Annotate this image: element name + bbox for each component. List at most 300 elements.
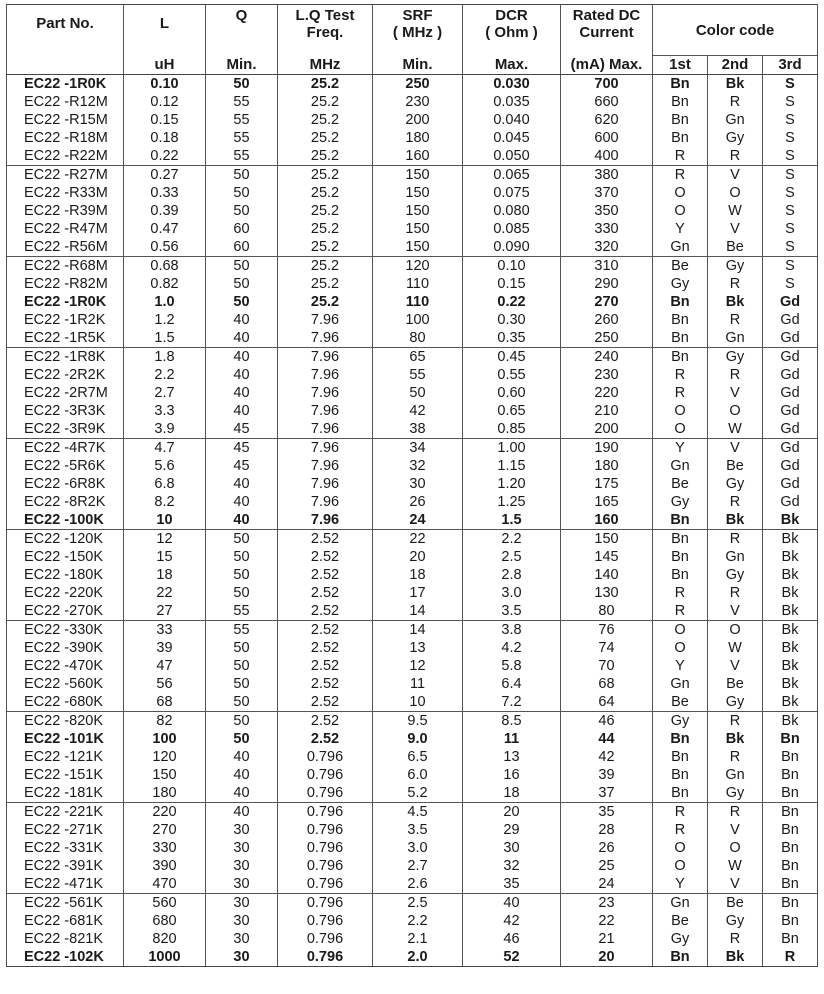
cell-srf-min: 22 (373, 529, 463, 548)
cell-color-3rd: Bn (763, 802, 818, 821)
cell-dcr-max: 40 (463, 893, 561, 912)
cell-rated-current: 70 (561, 657, 653, 675)
table-row (7, 420, 818, 439)
table-row (7, 529, 818, 548)
cell-dcr-max: 16 (463, 766, 561, 784)
cell-color-3rd: Bk (763, 657, 818, 675)
cell-q-min: 30 (206, 893, 278, 912)
table-row (7, 802, 818, 821)
cell-lq-test-freq: 2.52 (278, 548, 373, 566)
cell-color-3rd: Gd (763, 311, 818, 329)
cell-part-no: EC22 -100K (7, 511, 124, 530)
cell-color-3rd: S (763, 220, 818, 238)
header-q (206, 5, 278, 56)
cell-color-3rd: Gd (763, 384, 818, 402)
cell-color-1st: Gy (653, 493, 708, 511)
cell-part-no: EC22 -470K (7, 657, 124, 675)
cell-q-min: 40 (206, 784, 278, 803)
cell-color-2nd: O (708, 620, 763, 639)
header-srf-line2: ( MHz ) (392, 24, 443, 41)
cell-color-1st: Gy (653, 711, 708, 730)
cell-part-no: EC22 -391K (7, 857, 124, 875)
cell-rated-current: 220 (561, 384, 653, 402)
cell-inductance: 0.82 (124, 275, 206, 293)
cell-srf-min: 100 (373, 311, 463, 329)
cell-color-3rd: Bk (763, 639, 818, 657)
cell-q-min: 55 (206, 93, 278, 111)
cell-rated-current: 210 (561, 402, 653, 420)
cell-lq-test-freq: 25.2 (278, 202, 373, 220)
cell-inductance: 0.56 (124, 238, 206, 257)
cell-color-2nd: R (708, 366, 763, 384)
cell-part-no: EC22 -R22M (7, 147, 124, 166)
cell-color-1st: O (653, 839, 708, 857)
cell-lq-test-freq: 2.52 (278, 693, 373, 712)
table-row (7, 238, 818, 257)
table-row (7, 748, 818, 766)
cell-dcr-max: 2.2 (463, 529, 561, 548)
cell-part-no: EC22 -220K (7, 584, 124, 602)
cell-q-min: 40 (206, 802, 278, 821)
cell-lq-test-freq: 25.2 (278, 165, 373, 184)
cell-q-min: 50 (206, 256, 278, 275)
cell-rated-current: 160 (561, 511, 653, 530)
cell-color-2nd: V (708, 438, 763, 457)
cell-color-3rd: Bk (763, 548, 818, 566)
header-lq-line1: L.Q Test (295, 7, 355, 24)
cell-srf-min: 13 (373, 639, 463, 657)
table-row (7, 584, 818, 602)
table-row (7, 366, 818, 384)
cell-dcr-max: 0.035 (463, 93, 561, 111)
cell-dcr-max: 3.5 (463, 602, 561, 621)
cell-part-no: EC22 -6R8K (7, 475, 124, 493)
cell-q-min: 30 (206, 857, 278, 875)
cell-part-no: EC22 -560K (7, 675, 124, 693)
cell-lq-test-freq: 25.2 (278, 111, 373, 129)
header-l-label: L (159, 15, 170, 32)
cell-color-3rd: Bk (763, 711, 818, 730)
cell-q-min: 55 (206, 111, 278, 129)
cell-dcr-max: 0.65 (463, 402, 561, 420)
cell-inductance: 68 (124, 693, 206, 712)
cell-color-3rd: Bk (763, 602, 818, 621)
cell-inductance: 1.5 (124, 329, 206, 348)
cell-rated-current: 350 (561, 202, 653, 220)
cell-color-1st: R (653, 366, 708, 384)
cell-color-2nd: Gn (708, 329, 763, 348)
cell-color-2nd: Bk (708, 948, 763, 967)
cell-part-no: EC22 -150K (7, 548, 124, 566)
cell-srf-min: 9.5 (373, 711, 463, 730)
cell-srf-min: 12 (373, 657, 463, 675)
cell-srf-min: 110 (373, 275, 463, 293)
cell-rated-current: 370 (561, 184, 653, 202)
cell-rated-current: 145 (561, 548, 653, 566)
cell-dcr-max: 46 (463, 930, 561, 948)
cell-rated-current: 700 (561, 74, 653, 93)
cell-part-no: EC22 -820K (7, 711, 124, 730)
cell-q-min: 55 (206, 602, 278, 621)
cell-color-3rd: Bk (763, 566, 818, 584)
cell-rated-current: 46 (561, 711, 653, 730)
header-rated-line1: Rated DC (572, 7, 641, 24)
cell-dcr-max: 0.30 (463, 311, 561, 329)
cell-rated-current: 39 (561, 766, 653, 784)
cell-srf-min: 2.6 (373, 875, 463, 894)
cell-lq-test-freq: 7.96 (278, 438, 373, 457)
header-color-1st: 1st (653, 55, 708, 74)
cell-inductance: 0.39 (124, 202, 206, 220)
cell-color-3rd: Bk (763, 693, 818, 712)
cell-color-2nd: Be (708, 675, 763, 693)
cell-inductance: 0.10 (124, 74, 206, 93)
cell-color-1st: Be (653, 256, 708, 275)
header-dcr-line2: ( Ohm ) (485, 24, 538, 41)
cell-inductance: 4.7 (124, 438, 206, 457)
cell-srf-min: 10 (373, 693, 463, 712)
cell-rated-current: 23 (561, 893, 653, 912)
table-row (7, 948, 818, 967)
cell-rated-current: 22 (561, 912, 653, 930)
cell-srf-min: 6.5 (373, 748, 463, 766)
cell-lq-test-freq: 0.796 (278, 875, 373, 894)
cell-color-1st: R (653, 802, 708, 821)
cell-color-2nd: V (708, 384, 763, 402)
cell-lq-test-freq: 2.52 (278, 602, 373, 621)
cell-color-2nd: Gn (708, 766, 763, 784)
cell-color-3rd: Gd (763, 347, 818, 366)
cell-color-1st: Bn (653, 74, 708, 93)
cell-color-1st: Gn (653, 457, 708, 475)
cell-part-no: EC22 -R12M (7, 93, 124, 111)
cell-lq-test-freq: 25.2 (278, 184, 373, 202)
cell-color-2nd: O (708, 402, 763, 420)
cell-rated-current: 76 (561, 620, 653, 639)
cell-rated-current: 200 (561, 420, 653, 439)
cell-dcr-max: 1.20 (463, 475, 561, 493)
cell-dcr-max: 35 (463, 875, 561, 894)
cell-rated-current: 230 (561, 366, 653, 384)
cell-dcr-max: 0.60 (463, 384, 561, 402)
header-lq-test-freq (278, 5, 373, 56)
cell-color-2nd: O (708, 184, 763, 202)
cell-color-2nd: Gy (708, 347, 763, 366)
cell-dcr-max: 5.8 (463, 657, 561, 675)
cell-lq-test-freq: 7.96 (278, 366, 373, 384)
cell-part-no: EC22 -561K (7, 893, 124, 912)
cell-srf-min: 30 (373, 475, 463, 493)
cell-rated-current: 26 (561, 839, 653, 857)
cell-color-1st: Gn (653, 238, 708, 257)
table-row (7, 930, 818, 948)
cell-color-2nd: Gn (708, 111, 763, 129)
cell-rated-current: 270 (561, 293, 653, 311)
cell-lq-test-freq: 2.52 (278, 620, 373, 639)
cell-part-no: EC22 -R82M (7, 275, 124, 293)
table-row (7, 693, 818, 712)
cell-q-min: 50 (206, 184, 278, 202)
cell-srf-min: 50 (373, 384, 463, 402)
cell-srf-min: 34 (373, 438, 463, 457)
cell-lq-test-freq: 7.96 (278, 347, 373, 366)
cell-color-3rd: S (763, 147, 818, 166)
cell-part-no: EC22 -4R7K (7, 438, 124, 457)
cell-srf-min: 17 (373, 584, 463, 602)
cell-inductance: 10 (124, 511, 206, 530)
header-dcr-line1: DCR (495, 7, 528, 24)
header-lq-unit: MHz (278, 55, 373, 74)
table-row (7, 256, 818, 275)
cell-inductance: 0.15 (124, 111, 206, 129)
cell-inductance: 1.0 (124, 293, 206, 311)
cell-rated-current: 320 (561, 238, 653, 257)
cell-color-3rd: S (763, 202, 818, 220)
cell-color-3rd: S (763, 184, 818, 202)
table-row (7, 111, 818, 129)
cell-rated-current: 310 (561, 256, 653, 275)
table-row (7, 438, 818, 457)
table-row (7, 675, 818, 693)
cell-inductance: 470 (124, 875, 206, 894)
cell-q-min: 50 (206, 657, 278, 675)
cell-color-2nd: R (708, 311, 763, 329)
cell-lq-test-freq: 0.796 (278, 748, 373, 766)
cell-inductance: 47 (124, 657, 206, 675)
cell-dcr-max: 1.25 (463, 493, 561, 511)
cell-part-no: EC22 -3R3K (7, 402, 124, 420)
cell-q-min: 50 (206, 293, 278, 311)
cell-color-1st: Gn (653, 675, 708, 693)
cell-part-no: EC22 -R33M (7, 184, 124, 202)
cell-color-1st: O (653, 639, 708, 657)
cell-color-2nd: Bk (708, 511, 763, 530)
cell-q-min: 50 (206, 165, 278, 184)
cell-lq-test-freq: 0.796 (278, 857, 373, 875)
cell-inductance: 150 (124, 766, 206, 784)
cell-part-no: EC22 -1R2K (7, 311, 124, 329)
table-row (7, 839, 818, 857)
cell-lq-test-freq: 0.796 (278, 821, 373, 839)
cell-dcr-max: 4.2 (463, 639, 561, 657)
cell-color-2nd: Gy (708, 784, 763, 803)
cell-color-2nd: Gy (708, 129, 763, 147)
cell-inductance: 0.47 (124, 220, 206, 238)
cell-inductance: 100 (124, 730, 206, 748)
header-rated-line2: Current (579, 24, 634, 41)
cell-color-2nd: Be (708, 893, 763, 912)
cell-lq-test-freq: 7.96 (278, 511, 373, 530)
cell-dcr-max: 0.050 (463, 147, 561, 166)
spec-table (6, 4, 818, 967)
table-row (7, 893, 818, 912)
cell-part-no: EC22 -681K (7, 912, 124, 930)
cell-color-2nd: Gy (708, 912, 763, 930)
cell-lq-test-freq: 7.96 (278, 384, 373, 402)
table-row (7, 165, 818, 184)
cell-dcr-max: 0.85 (463, 420, 561, 439)
cell-lq-test-freq: 0.796 (278, 948, 373, 967)
cell-lq-test-freq: 2.52 (278, 584, 373, 602)
cell-color-3rd: Gd (763, 402, 818, 420)
cell-inductance: 3.3 (124, 402, 206, 420)
header-l (124, 5, 206, 56)
cell-rated-current: 150 (561, 529, 653, 548)
cell-lq-test-freq: 0.796 (278, 930, 373, 948)
cell-color-3rd: Bn (763, 930, 818, 948)
cell-q-min: 50 (206, 639, 278, 657)
cell-color-1st: Bn (653, 311, 708, 329)
cell-rated-current: 130 (561, 584, 653, 602)
cell-part-no: EC22 -221K (7, 802, 124, 821)
cell-srf-min: 42 (373, 402, 463, 420)
cell-inductance: 15 (124, 548, 206, 566)
cell-part-no: EC22 -821K (7, 930, 124, 948)
cell-lq-test-freq: 2.52 (278, 529, 373, 548)
cell-srf-min: 80 (373, 329, 463, 348)
header-srf-line1: SRF (402, 7, 433, 24)
header-q-unit: Min. (206, 55, 278, 74)
cell-srf-min: 24 (373, 511, 463, 530)
cell-q-min: 30 (206, 912, 278, 930)
cell-color-1st: Be (653, 912, 708, 930)
cell-color-3rd: Bn (763, 839, 818, 857)
cell-color-3rd: S (763, 129, 818, 147)
table-row (7, 402, 818, 420)
table-row (7, 129, 818, 147)
cell-color-2nd: R (708, 93, 763, 111)
cell-lq-test-freq: 0.796 (278, 802, 373, 821)
cell-part-no: EC22 -1R0K (7, 74, 124, 93)
cell-inductance: 820 (124, 930, 206, 948)
cell-color-2nd: V (708, 602, 763, 621)
cell-dcr-max: 52 (463, 948, 561, 967)
cell-inductance: 270 (124, 821, 206, 839)
cell-dcr-max: 29 (463, 821, 561, 839)
cell-part-no: EC22 -1R0K (7, 293, 124, 311)
cell-color-1st: Be (653, 693, 708, 712)
cell-color-2nd: Bk (708, 730, 763, 748)
cell-lq-test-freq: 7.96 (278, 402, 373, 420)
cell-color-3rd: Bn (763, 784, 818, 803)
cell-q-min: 50 (206, 74, 278, 93)
cell-inductance: 6.8 (124, 475, 206, 493)
cell-color-2nd: R (708, 711, 763, 730)
table-row (7, 711, 818, 730)
cell-color-3rd: Bn (763, 766, 818, 784)
cell-dcr-max: 8.5 (463, 711, 561, 730)
cell-srf-min: 250 (373, 74, 463, 93)
header-color-code-label: Color code (695, 22, 775, 40)
table-body (7, 74, 818, 966)
cell-rated-current: 240 (561, 347, 653, 366)
cell-color-2nd: Bk (708, 74, 763, 93)
cell-inductance: 0.68 (124, 256, 206, 275)
cell-dcr-max: 0.045 (463, 129, 561, 147)
cell-rated-current: 80 (561, 602, 653, 621)
cell-srf-min: 120 (373, 256, 463, 275)
cell-dcr-max: 7.2 (463, 693, 561, 712)
cell-srf-min: 3.5 (373, 821, 463, 839)
table-row (7, 639, 818, 657)
cell-q-min: 30 (206, 839, 278, 857)
cell-color-2nd: V (708, 220, 763, 238)
cell-color-2nd: V (708, 821, 763, 839)
cell-part-no: EC22 -1R5K (7, 329, 124, 348)
cell-lq-test-freq: 2.52 (278, 639, 373, 657)
cell-srf-min: 160 (373, 147, 463, 166)
cell-inductance: 2.2 (124, 366, 206, 384)
table-row (7, 875, 818, 894)
table-row (7, 657, 818, 675)
table-row (7, 912, 818, 930)
cell-inductance: 22 (124, 584, 206, 602)
cell-lq-test-freq: 25.2 (278, 129, 373, 147)
cell-color-3rd: Gd (763, 366, 818, 384)
cell-color-1st: Y (653, 657, 708, 675)
cell-rated-current: 180 (561, 457, 653, 475)
cell-dcr-max: 42 (463, 912, 561, 930)
cell-color-1st: Gy (653, 275, 708, 293)
cell-dcr-max: 1.00 (463, 438, 561, 457)
cell-lq-test-freq: 7.96 (278, 329, 373, 348)
cell-q-min: 45 (206, 438, 278, 457)
cell-srf-min: 14 (373, 602, 463, 621)
cell-q-min: 40 (206, 402, 278, 420)
cell-color-1st: Bn (653, 329, 708, 348)
cell-rated-current: 28 (561, 821, 653, 839)
cell-rated-current: 290 (561, 275, 653, 293)
cell-srf-min: 2.0 (373, 948, 463, 967)
cell-srf-min: 11 (373, 675, 463, 693)
cell-color-1st: Be (653, 475, 708, 493)
cell-srf-min: 20 (373, 548, 463, 566)
header-rated-dc-current (561, 5, 653, 56)
cell-color-2nd: R (708, 529, 763, 548)
table-row (7, 620, 818, 639)
cell-color-2nd: V (708, 165, 763, 184)
cell-dcr-max: 0.065 (463, 165, 561, 184)
table-row (7, 766, 818, 784)
cell-part-no: EC22 -151K (7, 766, 124, 784)
cell-part-no: EC22 -180K (7, 566, 124, 584)
cell-dcr-max: 3.0 (463, 584, 561, 602)
cell-srf-min: 2.7 (373, 857, 463, 875)
cell-part-no: EC22 -5R6K (7, 457, 124, 475)
cell-rated-current: 660 (561, 93, 653, 111)
header-lq-line2: Freq. (306, 24, 344, 41)
table-row (7, 311, 818, 329)
table-row (7, 202, 818, 220)
cell-color-1st: O (653, 202, 708, 220)
cell-color-3rd: Gd (763, 293, 818, 311)
table-row (7, 220, 818, 238)
cell-srf-min: 150 (373, 202, 463, 220)
cell-color-3rd: Bn (763, 893, 818, 912)
table-row (7, 821, 818, 839)
cell-dcr-max: 13 (463, 748, 561, 766)
table-row (7, 784, 818, 803)
cell-inductance: 0.27 (124, 165, 206, 184)
cell-dcr-max: 3.8 (463, 620, 561, 639)
cell-srf-min: 150 (373, 238, 463, 257)
cell-q-min: 50 (206, 675, 278, 693)
cell-dcr-max: 30 (463, 839, 561, 857)
cell-q-min: 30 (206, 875, 278, 894)
cell-rated-current: 380 (561, 165, 653, 184)
cell-color-1st: O (653, 184, 708, 202)
cell-srf-min: 230 (373, 93, 463, 111)
